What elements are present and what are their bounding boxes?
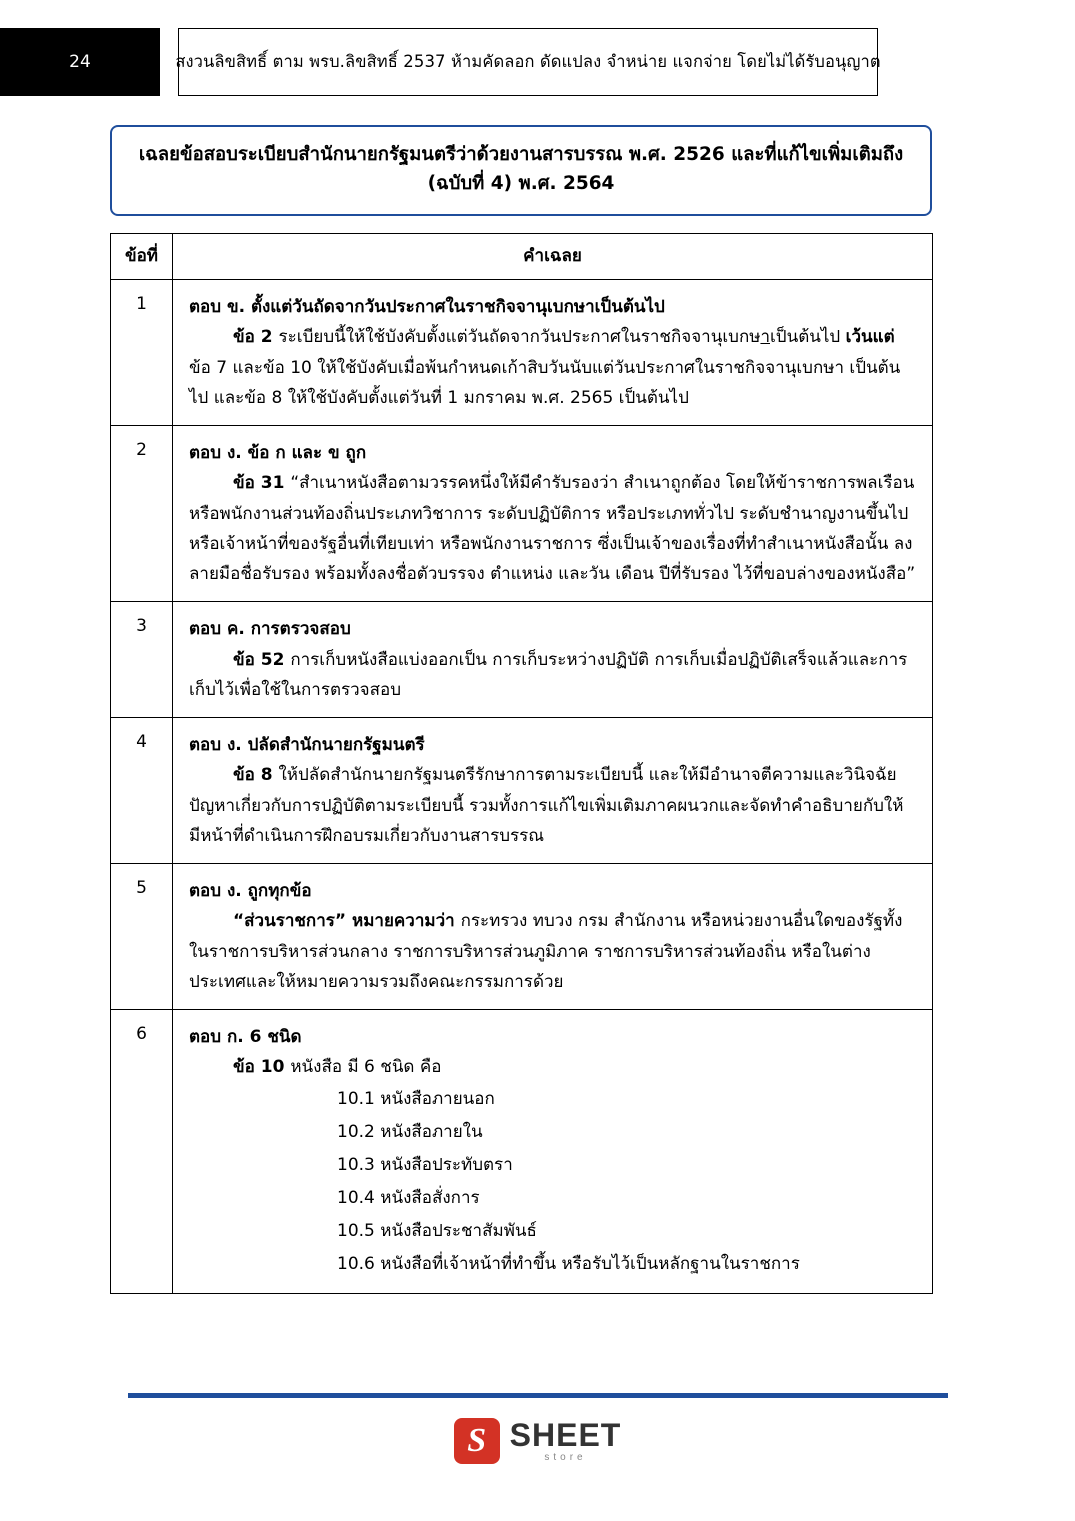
answer-heading: ตอบ ก. 6 ชนิด: [189, 1027, 302, 1047]
copyright-notice-box: [175, 28, 881, 96]
answer-body-segment: ระเบียบนี้ให้ใช้บังคับตั้งแต่วันถัดจากวันประกาศในราชกิจจานุเบกษ: [278, 327, 761, 348]
answer-heading: ตอบ ค. การตรวจสอบ: [189, 619, 351, 640]
answer-body: [189, 468, 916, 589]
table-row: [111, 280, 933, 426]
document-title-line-1: เฉลยข้อสอบระเบียบสำนักนายกรัฐมนตรีว่าด้วยงานสารบรรณ พ.ศ. 2526 และที่แก้ไขเพิ่มเติมถึง: [138, 144, 904, 165]
list-item: 10.4 หนังสือสั่งการ: [337, 1187, 480, 1208]
answer-body-segment: ข้อ 7 และข้อ 10 ให้ใช้บังคับเมื่อพ้นกำหนดเก้าสิบวันนับแต่วันประกาศในราชกิจจานุเบกษา เป็นต้นไป และข้อ 8 ให้ใช้บังคับตั้งแต่วันที่ 1 มกราคม พ.ศ. 2565 เป็นต้นไป: [189, 357, 901, 408]
answer-body-segment: หนังสือ มี 6 ชนิด คือ: [290, 1057, 442, 1078]
question-number: 5: [111, 864, 173, 1010]
footer-divider: [128, 1393, 948, 1398]
question-number: 4: [111, 718, 173, 864]
answers-table-body: [111, 280, 933, 1294]
page-number: 24: [69, 52, 91, 72]
column-header-number: ข้อที่: [111, 234, 173, 280]
question-number: 6: [111, 1010, 173, 1294]
answer-cell: [173, 718, 933, 864]
question-number: 1: [111, 280, 173, 426]
answer-body-segment: กระทรวง ทบวง กรม สำนักงาน หรือหน่วยงานอื่นใดของรัฐทั้งในราชการบริหารส่วนกลาง ราชการบริหารส่วนภูมิภาค ราชการบริหารส่วนท้องถิ่น หรือในต่างประเทศและให้หมายความรวมถึงคณะกรรมการด้วย: [189, 911, 903, 992]
answer-heading: ตอบ ง. ถูกทุกข้อ: [189, 881, 312, 901]
answer-body: [189, 906, 916, 997]
answer-body-segment: ข้อ 10: [233, 1057, 291, 1078]
answer-sub-list: [189, 1083, 916, 1282]
question-number: 2: [111, 426, 173, 602]
footer-logo: [0, 1418, 1075, 1464]
answer-body-segment: ข้อ 52: [233, 649, 291, 670]
answer-body: [189, 322, 916, 413]
list-item: 10.2 หนังสือภายใน: [337, 1121, 483, 1142]
answer-cell: [173, 602, 933, 718]
answer-body-segment: “สำเนาหนังสือตามวรรคหนึ่งให้มีคำรับรองว่า สำเนาถูกต้อง โดยให้ข้าราชการพลเรือนหรือพนักงานส่วนท้องถิ่นประเภทวิชาการ ระดับปฏิบัติการ หรือประเภททั่วไป ระดับชำนาญงานขึ้นไปหรือเจ้าหน้าที่ของรัฐอื่นที่เทียบเท่า หรือพนักงานราชการ ซึ่งเป็นเจ้าของเรื่องที่ทำสำเนาหนังสือนั้น ลงลายมือชื่อรับรอง พร้อมทั้งลงชื่อตัวบรรจง ตำแหน่ง และวัน เดือน ปีที่รับรอง ไว้ที่ขอบล่างของหนังสือ”: [189, 473, 916, 584]
sheet-store-logo-icon: S: [454, 1418, 500, 1464]
list-item: 10.1 หนังสือภายนอก: [337, 1088, 495, 1109]
answer-cell: [173, 426, 933, 602]
table-row: [111, 602, 933, 718]
page-header: [0, 14, 1075, 82]
answer-body-segment: า: [760, 327, 770, 348]
answer-body: [189, 645, 916, 706]
answer-cell: [173, 1010, 933, 1294]
answer-body-segment: เว้นแต่: [845, 327, 895, 348]
answer-body-segment: ให้ปลัดสำนักนายกรัฐมนตรีรักษาการตามระเบียบนี้ และให้มีอำนาจตีความและวินิจฉัยปัญหาเกี่ยวกับการปฏิบัติตามระเบียบนี้ รวมทั้งการแก้ไขเพิ่มเติมภาคผนวกและจัดทำคำอธิบายกับให้มีหน้าที่ดำเนินการฝึกอบรมเกี่ยวกับงานสารบรรณ: [189, 765, 904, 846]
answer-body-segment: ข้อ 8: [233, 765, 279, 786]
table-row: [111, 426, 933, 602]
document-title-box: [110, 125, 932, 216]
answer-body: [189, 760, 916, 851]
column-header-answer: คำเฉลย: [173, 234, 933, 280]
answer-body-segment: การเก็บหนังสือแบ่งออกเป็น การเก็บระหว่างปฏิบัติ การเก็บเมื่อปฏิบัติเสร็จแล้วและการเก็บไว้เพื่อใช้ในการตรวจสอบ: [189, 649, 908, 700]
page-number-badge: [0, 28, 160, 96]
table-row: [111, 864, 933, 1010]
answer-cell: [173, 280, 933, 426]
list-item: 10.6 หนังสือที่เจ้าหน้าที่ทำขึ้น หรือรับไว้เป็นหลักฐานในราชการ: [337, 1254, 800, 1275]
table-header-row: [111, 234, 933, 280]
answer-body-segment: “ส่วนราชการ” หมายความว่า: [233, 911, 461, 932]
list-item: 10.5 หนังสือประชาสัมพันธ์: [337, 1221, 537, 1242]
logo-main-text: SHEET: [509, 1417, 622, 1453]
answer-heading: ตอบ ง. ข้อ ก และ ข ถูก: [189, 443, 367, 463]
list-item: 10.3 หนังสือประทับตรา: [337, 1154, 513, 1175]
logo-sub-text: store: [544, 1452, 587, 1463]
logo-text-block: [510, 1419, 622, 1463]
table-row: [111, 718, 933, 864]
answer-cell: [173, 864, 933, 1010]
answer-heading: ตอบ ข. ตั้งแต่วันถัดจากวันประกาศในราชกิจจานุเบกษาเป็นต้นไป: [189, 297, 665, 317]
answer-body-segment: ข้อ 31: [233, 473, 291, 494]
answer-body-segment: เป็นต้นไป: [770, 327, 846, 348]
table-row: [111, 1010, 933, 1294]
copyright-notice-text: สงวนลิขสิทธิ์ ตาม พรบ.ลิขสิทธิ์ 2537 ห้ามคัดลอก ดัดแปลง จำหน่าย แจกจ่าย โดยไม่ได้รับอนุญาต: [175, 52, 881, 71]
answer-heading: ตอบ ง. ปลัดสำนักนายกรัฐมนตรี: [189, 735, 425, 755]
answer-body-segment: ข้อ 2: [233, 327, 279, 348]
answer-body: [189, 1052, 916, 1082]
answers-table: [110, 233, 933, 1294]
question-number: 3: [111, 602, 173, 718]
document-title-line-2: (ฉบับที่ 4) พ.ศ. 2564: [427, 172, 615, 194]
